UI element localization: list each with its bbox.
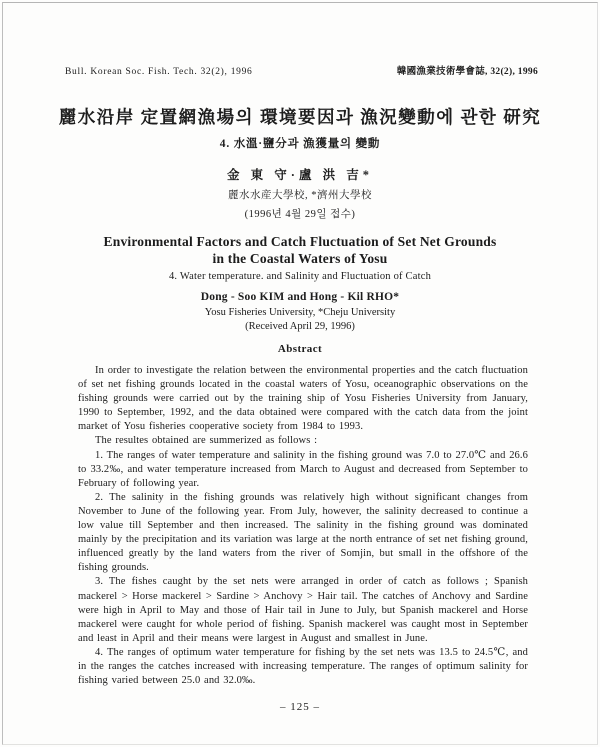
affiliation-english: Yosu Fisheries University, *Cheju University xyxy=(204,307,396,318)
abstract-paragraph-result-3: 3. The fishes caught by the set nets were arranged in order of catch as follows ; Spanish mackerel > Horse mackerel > Sardine > Anchovy > Hair tail. The catches of Anchovy and Sardine were high in April to May and those of Hair tail in June to July, but Spanish mackerel and Horse mackerel were caught for whole period of fishing. Spanish mackerel was caught most in September and least in April and their means were largest in August and smallest in June. xyxy=(78,576,528,644)
journal-citation-english: Bull. Korean Soc. Fish. Tech. 32(2), 1996 xyxy=(65,67,253,77)
abstract-paragraph-result-1: 1. The ranges of water temperature and salinity in the fishing ground was 7.0 to 27.0℃ and 26.6 to 33.2‰, and water temperature increased from March to August and decreased from September to February of following year. xyxy=(78,449,528,489)
abstract-paragraph-result-2: 2. The salinity in the fishing grounds was relatively high without significant changes from November to June of the following year. From July, however, the salinity decreased to continue a low value till September and then increased. The salinity in the fishing ground was dominated mainly by the precipitation and its variation was large at the north entrance of set net fishing ground, influenced greatly by the land waters from the river of Somjin, but small in the offshore of the fishing grounds. xyxy=(78,491,529,574)
journal-header xyxy=(0,0,600,77)
paper-title-english-line1: Environmental Factors and Catch Fluctuation of Set Net Grounds xyxy=(103,234,497,249)
abstract-heading: Abstract xyxy=(277,343,323,355)
paper-title-korean: 麗水沿岸 定置網漁場의 環境要因과 漁況變動에 관한 研究 xyxy=(58,107,542,127)
received-date-korean: (1996년 4월 29일 접수) xyxy=(244,209,356,220)
authors-korean: 金 東 守·盧 洪 吉* xyxy=(227,168,373,182)
page-number: – 125 – xyxy=(280,701,320,713)
paper-subtitle-english: 4. Water temperature. and Salinity and Fluctuation of Catch xyxy=(168,271,432,282)
abstract-body xyxy=(78,364,528,688)
journal-citation-korean: 韓國漁業技術學會誌, 32(2), 1996 xyxy=(396,67,538,77)
affiliation-korean: 麗水水産大學校, *濟州大學校 xyxy=(228,190,372,201)
received-date-english: (Received April 29, 1996) xyxy=(245,321,355,332)
abstract-paragraph-results-lead: The resultes obtained are summerized as follows : xyxy=(95,435,318,447)
paper-subtitle-korean: 4. 水溫·鹽分과 漁獲量의 變動 xyxy=(219,138,381,150)
abstract-paragraph-result-4: 4. The ranges of optimum water temperature for fishing by the set nets was 13.5 to 24.5℃, and in the ranges the catches increased with increasing temperature. The ranges of optimum salinity for fishing varied between 25.0 and 32.0‰. xyxy=(78,646,528,687)
paper-title-english-line2: in the Coastal Waters of Yosu xyxy=(212,251,388,266)
authors-english: Dong - Soo KIM and Hong - Kil RHO* xyxy=(200,291,400,303)
abstract-paragraph-intro: In order to investigate the relation between the environmental properties and the catch fluctuation of set net fishing grounds located in the coastal waters of Yosu, oceanographic observations on the fishing grounds were carried out by the training ship of Yosu Fisheries University from January, 1990 to September, 1992, and the data obtained were compared with the catch data from the joint market of Yosu fisheries cooperative society from 1984 to 1993. xyxy=(78,365,528,433)
paper-title-english xyxy=(0,233,600,267)
